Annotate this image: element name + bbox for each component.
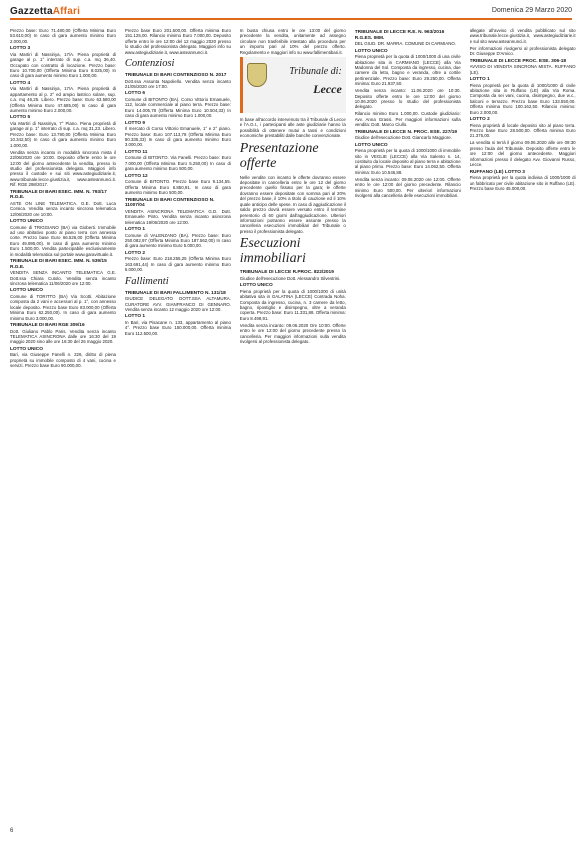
notice-text: Via Martiri di Nassiriya, 17/A. Piena proprietà di garage al p. 1° interrato di sup. c.a. mq 36,40. Occupato con contratto di locazione. Prezzo base: Euro 10.700,00 (Offerta Minima Euro 8.025,00) In caso di gara aumento minimo Euro 1.000,00. <box>10 51 116 79</box>
notice-text: In busta chiusa entro le ore 13:00 del giorno precedente la vendita, unitamente ad assegno circolare non trasferibile intestato alla procedura per un importo pari al 10% del prezzo offerto. Regolamento e maggiori info su www.fallimentibari.it. <box>239 28 346 55</box>
notice-text: In base all'accordo intervenuto tra il Tribunale di Lecce e l'A.G.I., i partecipanti alle aste giudiziarie hanno la possibilità di ottenere mutui a tassi e condizioni economiche prestabiliti dalle banche convenzionate. <box>239 117 346 139</box>
notice-title: TRIBUNALE DI BARI FALLIMENTO N. 131/18 <box>124 290 226 296</box>
notice-title: LOTTO 2 <box>469 117 490 123</box>
newspaper-logo <box>10 6 80 17</box>
notice-title: TRIBUNALE DI BARI CONTENZIOSO N. 11007/04 <box>124 197 215 209</box>
notice-text: Prezzo base: Euro 71.480,00 (Offerta Minima Euro 53.610,00) In caso di gara aumento minimo Euro 2.000,00. <box>10 28 116 44</box>
section-heading-presentazione: Presentazione offerte <box>239 140 319 171</box>
notice-text: Il mercato di Corso Vittorio Emanuele, 1° e 2° piano. Prezzo base: Euro 107.113,78 (Offerta Minima Euro 80.335,33) In caso di gara aumento minimo Euro 3.000,00. <box>124 126 231 148</box>
notice-title: LOTTO 11 <box>124 149 148 155</box>
notice-title: TRIBUNALE DI LECCE R.E. N. 963/2016 R.G.ES. IMM. <box>354 30 445 41</box>
notice-text: Comune di BITONTO (BA). Corso Vittorio Emanuele, 112, locale commerciale al piano terra. Prezzo base: Euro 14.005,78 (Offerta Minima Euro 10.504,33) In caso di gara aumento minimo Euro 1.000,00. <box>124 97 231 119</box>
column-5 <box>470 28 576 828</box>
notice-text: AVVISO DI VENDITA SINCRONA MISTA. RUFFANO (LE). <box>469 64 576 75</box>
notice-text: Prezzo base Euro 201.500,00. Offerta minima Euro 151.125,00. Rilancio minimo Euro 7.000,00. Deposito offerte entro le ore 12:00 del 12 maggio 2020 presso lo studio del professionista delegato. Maggiori info su www.astegiudiziarie.it, www.asteannunci.it. <box>124 28 231 55</box>
notice-text: Giudice dell'esecuzione Dott. Alessandro Silvestrini. <box>239 275 341 281</box>
notice-title: TRIBUNALE DI LECCE N. PROC. ESE. 227/19 <box>354 129 458 135</box>
tribunal-label: Tribunale di: <box>289 66 342 78</box>
notice-text: Vendita senza incanto: 09.06.2020 ore 12:00. Offerte entro le ore 12:00 del giorno precedente. Rilancio minimo Euro 500,00. Per ulteriori informazioni rivolgersi alla cancelleria delle esecuzioni immobiliari. <box>354 176 461 199</box>
column-2 <box>125 28 231 828</box>
notice-title: LOTTO UNICO <box>10 218 43 224</box>
notice-title: LOTTO 9 <box>124 120 146 126</box>
notice-text: VENDITA SENZA INCANTO TELEMATICA G.E. Dott.ssa Chiara Cutolo. Vendita senza incanto sincrona telematica 11/06/2020 ore 12:00. <box>10 270 116 286</box>
page-header <box>10 6 572 20</box>
notice-title: LOTTO 5 <box>10 115 31 121</box>
notice-title: TRIBUNALE DI BARI ESEC. IMM. N. 539/15 R.G.E. <box>10 258 107 270</box>
notice-title: LOTTO 3 <box>10 46 31 52</box>
notice-title: LOTTO 1 <box>124 226 146 232</box>
column-1 <box>10 28 116 828</box>
notice-text: Dott.ssa Assunta Napoliello. Vendita senza incanto 21/05/2020 ore 17:00. <box>124 78 231 90</box>
notice-text: La vendita si terrà il giorno 09.06.2020 alle ore 09:30 presso l'aula del Tribunale. Deposito offerte entro le ore 12:00 del giorno antecedente. Maggiori informazioni presso il delegato Avv. Giovanni Russo, Lecce. <box>469 140 576 168</box>
notice-text: Vendita senza incanto in modalità sincrona mista il 22/06/2020 ore 10:00. Deposito offerte entro le ore 12:00 del giorno antecedente la vendita, presso lo studio del professionista delegato. Maggiori info presso il custode e sui siti www.astegiudiziarie.it, www.tribunale.lecce.giustizia.it, www.asteannunci.it. Rif. RGE 298/2017. <box>10 149 116 188</box>
notice-text: Piena proprietà di locale deposito sito al piano terra. Prezzo base Euro 28.500,00. Offerta minima Euro 21.375,00. <box>469 122 576 139</box>
notice-title: LOTTO 2 <box>124 250 146 256</box>
notice-title: LOTTO UNICO <box>354 48 388 54</box>
notice-title: LOTTO UNICO <box>10 288 43 294</box>
page-number: 6 <box>10 828 14 834</box>
notice-text: Comune di BITONTO. Via Fanelli. Prezzo base: Euro 7.000,00 (Offerta Minima Euro 5.250,00) In caso di gara aumento minimo Euro 500,00. <box>124 155 231 172</box>
notice-text: Vendita senza incanto: 11.06.2020 ore 10:30. Deposito offerte entro le ore 12:00 del giorno 10.06.2020 presso lo studio del professionista delegato. <box>354 88 461 110</box>
newspaper-page <box>10 6 576 834</box>
notice-text: Piena proprietà per la quota di 1000/1000 di immobile sito in VEGLIE (LECCE) alla Via Salento n. 14, costituito da locale deposito al piano terra e abitazione al piano primo. Prezzo base: Euro 14.062,50. Offerta minima: Euro 10.546,88. <box>354 148 461 175</box>
notice-text: Dott. Giuliano Pablo Paris. Vendita senza incanto TELEMATICA ASINCRONA dalle ore 16:30 del 19 maggio 2020 sino alle ore 16:30 del 26 maggio 2020. <box>10 328 116 345</box>
notice-text: VENDITA ASINCRONA TELEMATICA G.D. Dott. Emanuele Pinto. Vendita senza incanto asincrona telematica 19/06/2020 ore 12:00. <box>124 208 231 225</box>
notice-text: Rilancio minimo Euro 1.000,00. Custode giudiziario: Avv. Anna Grassi. Per maggiori informazioni sulla vendita: Dott. Marco Ciullo. <box>354 111 461 128</box>
notice-title: TRIBUNALE DI BARI ESEC. IMM. N. 793/17 R.G.E. <box>10 189 107 201</box>
coat-of-arms-icon <box>247 63 267 87</box>
notice-text: Prezzo base: Euro 218.255,25 (Offerta Minima Euro 163.691,44) In caso di gara aumento minimo Euro 5.000,00. <box>124 256 231 273</box>
tribunal-banner <box>240 57 346 113</box>
tribunal-city: Lecce <box>313 82 342 97</box>
notice-text: Piena proprietà per la quota indivisa di 1000/1000 di un fabbricato per civile abitazione sito in Ruffano (LE). Prezzo base Euro 45.000,00. <box>469 175 576 191</box>
notice-text: Piena proprietà per la quota di 1000/1000 di unità abitativa sita in GALATINA (LECCE) Contrada Noha. Composta da ingresso, cucina, n. 3 camere da letto, bagno, ripostiglio e disimpegno, oltre a veranda coperta. Prezzo base: Euro 11.331,88. Offerta minima: Euro 8.498,91. <box>239 288 346 321</box>
notice-text: Piena proprietà per la quota di 1000/1000 di una civile abitazione sita in CARMIANO (LECCE) alla Via Madonna del Sol. Composta da ingresso, cucina, due camere da letto, bagno e veranda, oltre a cortile pertinenziale. Prezzo base: Euro 29.250,00. Offerta minima: Euro 21.937,50. <box>354 54 461 87</box>
notice-title: LOTTO 12 <box>124 173 148 179</box>
notice-text: Per informazioni rivolgersi al professionista delegato Dr. Giuseppe D'Amico. <box>469 45 576 57</box>
notice-title: LOTTO 1 <box>124 314 146 320</box>
notice-title: LOTTO 6 <box>124 91 146 97</box>
notice-title: TRIBUNALE DI BARI CONTENZIOSO N. 2017 <box>124 73 227 79</box>
notice-text: Vendita senza incanto: 09.06.2020 Ore 10:00. Offerte entro le ore 12:00 del giorno precedente presso la cancelleria. Per maggiori informazioni sulla vendita rivolgersi al professionista delegato. <box>239 322 346 344</box>
notice-text: Comune di VALENZANO (BA). Prezzo base: Euro 250.082,97 (Offerta Minima Euro 187.562,00) In caso di gara aumento minimo Euro 5.000,00. <box>124 232 231 249</box>
notice-text: Bari, via Giuseppe Fanelli n. 226, diritto di piena proprietà su immobile composto di 4 vani, cucina e servizi. Prezzo base Euro 90.000,00. <box>10 352 116 369</box>
notice-text: Comune di TRIGGIANO (BA) via Gioberti. Immobile ad uso abitativo posto al piano terra con annessa corte. Prezzo base Euro 66.526,00 (Offerta Minima Euro 49.895,00). In caso di gara aumento minimo Euro 1.500,00. Vendita partecipabile esclusivamente in modalità telematica sul portale www.garavirtuale.it. <box>10 224 116 257</box>
notice-text: Comune di TORITTO (BA) Via Scotti. Abitazione composta da 2 vani e accessori al p. 1°, con annesso locale deposito. Prezzo base Euro 83.000,00 (Offerta Minima Euro 62.250,00). In caso di gara aumento minimo Euro 3.000,00. <box>10 293 116 321</box>
column-4 <box>355 28 461 828</box>
notice-title: LOTTO 1 <box>469 77 490 83</box>
notice-title: TRIBUNALE DI BARI RGE 309/16 <box>10 323 85 328</box>
notice-text: DEL GIUD. DR. MARRA. COMUNE DI CARMIANO. <box>354 41 457 47</box>
notice-text: Nelle vendite con incanto le offerte dovranno essere depositate in cancelleria entro le ore 12 del giorno precedente quello fissato per la gara; le offerte dovranno essere depositate con somma pari al 20% del prezzo base, il 10% a titolo di cauzione ed il 10% quale anticipo delle spese. In caso di aggiudicazione il saldo prezzo dovrà essere versato entro il termine perentorio di 60 giorni dall'aggiudicazione. Ulteriori informazioni potranno essere assunte presso la cancelleria esecuzioni immobiliari del Tribunale o presso il professionista delegato. <box>239 174 346 234</box>
notice-title: TRIBUNALE DI LECCE PROC. ESE. 306-18 <box>469 58 567 64</box>
issue-date: Domenica 29 Marzo 2020 <box>491 7 572 14</box>
notice-text: In Bari, via Pisacane n. 133, appartamento al piano 4°. Prezzo base Euro 150.000,00. Offerta minima Euro 112.500,00. <box>124 319 231 336</box>
notice-text: GIUDICE DELEGATO DOTT.SSA ALTAMURA. CURATORE AVV. GIANFRANCO DI GENNARO. Vendita senza incanto 12 maggio 2020 ore 12:00. <box>124 296 231 312</box>
notice-text: Via Martiri di Nassiriya, 7° Piano. Piena proprietà di garage al p. 1° interrato di sup. c.a. mq 31,23. Libero. Prezzo base: Euro 13.790,00 (Offerta Minima Euro 10.342,50) In caso di gara aumento minimo Euro 1.000,00. <box>10 121 116 148</box>
notice-title: RUFFANO (LE) LOTTO 3 <box>469 169 525 175</box>
section-heading-contenziosi: Contenziosi <box>124 58 175 70</box>
column-3 <box>240 28 346 828</box>
notice-title: LOTTO UNICO <box>239 283 273 289</box>
notice-text: ASTE ON LINE TELEMATICA. G.E. Dott. Luca Corsica. Vendita senza incanto sincrona telematica 12/06/2020 ore 10:00. <box>10 200 116 217</box>
notice-text: Giudice dell'esecuzione Dott. Giancarlo Maggiore. <box>354 135 452 141</box>
notice-text: allegate all'avviso di vendita pubblicato sul sito www.tribunale.lecce.giustizia.it, www.astegiudiziarie.it e sul sito www.asteannunci.it. <box>469 28 576 44</box>
logo-accent: Affari <box>52 6 81 17</box>
columns-area <box>10 28 576 828</box>
notice-text: Via Martiri di Nassiriya, 17/A. Piena proprietà di appartamento al p. 2° ed ampio lastrico solare, sup. c.a. mq 46,25. Libero. Prezzo base: Euro 63.580,00 (Offerta Minima Euro 47.685,00) In caso di gara aumento minimo Euro 2.000,00. <box>10 86 116 114</box>
logo-main: Gazzetta <box>10 6 53 17</box>
section-heading-esecuzioni: Esecuzioni immobiliari <box>239 236 306 267</box>
notice-text: Piena proprietà per la quota di 1000/1000 di civile abitazione sita in Ruffano (LE) alla Via Roma. Composta da sei vani, cucina, disimpegno, due w.c., balconi e terrazzo. Prezzo base Euro 133.550,00. Offerta minima Euro 100.162,50. Rilancio minimo: Euro 2.000,00. <box>469 82 576 115</box>
notice-title: LOTTO 4 <box>10 80 31 86</box>
notice-title: TRIBUNALE DI LECCE R.PROC. 822/2019 <box>239 270 334 276</box>
notice-title: LOTTO UNICO <box>354 142 388 148</box>
notice-title: LOTTO UNICO <box>10 346 43 352</box>
section-heading-fallimenti: Fallimenti <box>124 275 169 287</box>
notice-text: Comune di BITONTO. Prezzo base Euro 9.134,55. Offerta Minima Euro 6.850,91. In caso di gara aumento minimo Euro 500,00. <box>124 179 231 196</box>
